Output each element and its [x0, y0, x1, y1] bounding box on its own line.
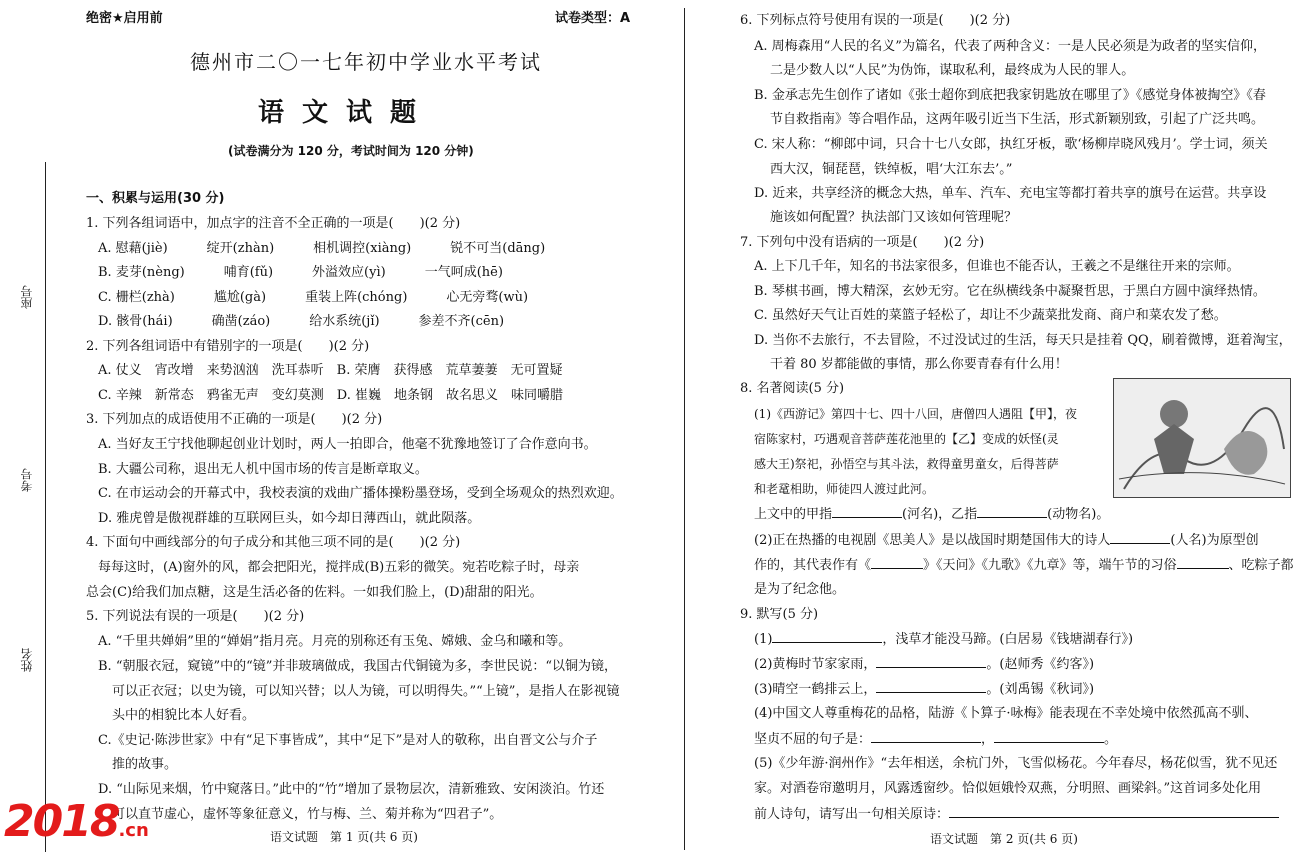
secret-label: 绝密★启用前: [86, 11, 163, 26]
footer-left: 语文试题 第 1 页(共 6 页): [270, 830, 418, 844]
q9-text: (2)黄梅时节家家雨，: [754, 657, 877, 672]
q8-passage-line: 感大王)祭祀，孙悟空与其斗法，救得童男童女，后得菩萨: [754, 457, 1059, 471]
left-text-line: C. 栅栏(zhà) 尴尬(gà) 重装上阵(chóng) 心无旁骛(wù): [98, 290, 529, 305]
left-text-line: D. 雅虎曾是傲视群雄的互联网巨头，如今却日薄西山，就此陨落。: [98, 511, 481, 526]
q8-2-text: (2)正在热播的电视剧《思美人》是以战国时期楚国伟大的诗人: [754, 533, 1111, 548]
footer-right: 语文试题 第 2 页(共 6 页): [930, 832, 1078, 846]
illustration-image: [1113, 378, 1291, 498]
column-divider: [684, 8, 685, 850]
q8-passage-line: 和老鼋相助，师徒四人渡过此河。: [754, 482, 935, 496]
answer-blank[interactable]: [1177, 556, 1229, 569]
q8-text-c: (动物名)。: [1047, 507, 1110, 522]
right-text-line: 西大汉，铜琵琶，铁绰板，唱‘大江东去’。”: [770, 162, 1013, 177]
binding-line: [45, 162, 46, 852]
right-text-line: C. 宋人称：“柳郎中词，只合十七八女郎，执红牙板，歌‘杨柳岸晓风残月’。学士词，须关: [754, 137, 1268, 152]
left-text-line: C. 在市运动会的开幕式中，我校表演的戏曲广播体操粉墨登场，受到全场观众的热烈欢迎。: [98, 486, 623, 501]
q8-2-text: 作的，其代表作有《: [754, 558, 872, 573]
q8-2-line1: [754, 531, 1259, 550]
right-text-line: 施该如何配置？执法部门又该如何管理呢？: [770, 210, 1018, 225]
right-text-line: 节自救指南》等合唱作品，这两年吸引近当下生活，形式新颖别致，引起了广泛共鸣。: [770, 112, 1265, 127]
right-text-line: C. 虽然好天气让百姓的菜篮子轻松了，却让不少蔬菜批发商、商户和菜农发了愁。: [754, 308, 1227, 323]
q9-text: ，: [981, 732, 995, 747]
q8-line: [754, 505, 1109, 524]
left-text-line: B. 大疆公司称，退出无人机中国市场的传言是断章取义。: [98, 462, 428, 477]
answer-blank[interactable]: [871, 730, 981, 743]
q9-4: (4)中国文人尊重梅花的品格，陆游《卜算子·咏梅》能表现在不幸处境中依然孤高不驯、: [754, 706, 1258, 721]
q9-7: 家。对酒卷帘邀明月，风露透窗纱。恰似姮娥怜双燕，分明照、画梁斜。”这首词多处化用: [754, 781, 1262, 796]
q9-text: ，浅草才能没马蹄。(白居易《钱塘湖春行》): [882, 632, 1134, 647]
q9-head: 9. 默写(5 分): [740, 607, 819, 622]
q8-2-text: (人名)为原型创: [1170, 533, 1259, 548]
q9-text: 。(赵师秀《约客》): [986, 657, 1095, 672]
right-text-line: A. 上下几千年，知名的书法家很多，但谁也不能否认，王羲之不是继往开来的宗师。: [754, 259, 1240, 274]
left-text-line: B. 麦芽(nèng) 哺育(fǔ) 外溢效应(yì) 一气呵成(hē): [98, 265, 503, 280]
left-text-line: B. “朝服衣冠，窥镜”中的“镜”并非玻璃做成，我国古代铜镜为多，李世民说：“以铜为镜，: [98, 659, 618, 674]
q9-8: [754, 805, 1279, 824]
left-text-line: 可以正衣冠；以史为镜，可以知兴替；以人为镜，可以明得失。”“上镜”，是指人在影视镜: [112, 684, 620, 699]
right-text-line: A. 周梅森用“人民的名义”为篇名，代表了两种含义：一是人民必须是为政者的坚实信仰，: [754, 39, 1266, 54]
answer-blank[interactable]: [832, 505, 902, 518]
q9-text: (1): [754, 632, 773, 647]
exam-note: (试卷满分为 120 分，考试时间为 120 分钟): [228, 144, 474, 158]
q9-1: [754, 630, 1133, 649]
right-text-line: 8. 名著阅读(5 分): [740, 381, 845, 396]
q8-2-text: 》《天问》《九歌》《九章》等，端午节的习俗: [923, 558, 1177, 573]
q9-6: (5)《少年游·润州作》“去年相送，余杭门外，飞雪似杨花。今年春尽，杨花似雪，犹不见还: [754, 756, 1278, 771]
q8-2-text: 、吃粽子都: [1228, 558, 1294, 573]
q9-text: 。: [1104, 732, 1118, 747]
left-text-line: A. 当好友王宁找他聊起创业计划时，两人一拍即合，他毫不犹豫地签订了合作意向书。: [98, 437, 597, 452]
q8-passage-line: 宿陈家村，巧遇观音菩萨莲花池里的【乙】变成的妖怪(灵: [754, 432, 1059, 446]
q8-2-line2: [754, 556, 1294, 575]
exam-type: 试卷类型：A: [555, 11, 631, 26]
left-text-line: C.《史记·陈涉世家》中有“足下事皆成”，其中“足下”是对人的敬称，出自晋文公与介子: [98, 733, 598, 748]
right-text-line: D. 近来，共享经济的概念大热，单车、汽车、充电宝等都打着共享的旗号在运营。共享设: [754, 186, 1267, 201]
exam-title: 德州市二〇一七年初中学业水平考试: [190, 50, 542, 74]
exam-no-label: 考号: [20, 468, 34, 492]
left-text-line: 每每这时，(A)窗外的风，都会把阳光，搅拌成(B)五彩的微笑。宛若吃粽子时，母亲: [98, 560, 580, 575]
right-text-line: 二是少数人以“人民”为伪饰，谋取私利，最终成为人民的罪人。: [770, 63, 1135, 78]
right-text-line: 7. 下列句中没有语病的一项是( )(2 分): [740, 235, 985, 250]
q8-text-a: 上文中的甲指: [754, 507, 833, 522]
left-text-line: 2. 下列各组词语中有错别字的一项是( )(2 分): [86, 339, 370, 354]
left-text-line: 5. 下列说法有误的一项是( )(2 分): [86, 609, 305, 624]
name-label: 姓名: [20, 648, 34, 672]
subject-title: 语文试题: [258, 98, 435, 128]
left-text-line: 推的故事。: [112, 757, 178, 772]
q9-text: 坚贞不屈的句子是：: [754, 732, 872, 747]
left-text-line: 可以直节虚心，虚怀等象征意义，竹与梅、兰、菊并称为“四君子”。: [112, 807, 503, 822]
left-text-line: 总会(C)给我们加点糖，这是生活必备的佐料。一如我们脸上，(D)甜甜的阳光。: [86, 585, 543, 600]
left-text-line: 1. 下列各组词语中，加点字的注音不全正确的一项是( )(2 分): [86, 216, 461, 231]
right-text-line: 干着 80 岁都能做的事情，那么你要青春有什么用！: [770, 357, 1068, 372]
right-text-line: B. 金承志先生创作了诸如《张士超你到底把我家钥匙放在哪里了》《感觉身体被掏空》《春: [754, 88, 1266, 103]
left-text-line: 3. 下列加点的成语使用不正确的一项是( )(2 分): [86, 412, 383, 427]
logo-domain: .cn: [118, 820, 149, 841]
left-text-line: A. “千里共婵娟”里的“婵娟”指月亮。月亮的别称还有玉兔、嫦娥、金乌和曦和等。: [98, 634, 572, 649]
left-text-line: D. “山际见来烟，竹中窥落日。”此中的“竹”增加了景物层次，清新雅致、安闲淡泊。竹还: [98, 782, 605, 797]
q8-passage-line: (1)《西游记》第四十七、四十八回，唐僧四人遇阻【甲】，夜: [754, 407, 1078, 421]
logo-number: 2018: [4, 796, 119, 847]
answer-blank[interactable]: [949, 805, 1279, 818]
left-text-line: D. 骸骨(hái) 确凿(záo) 给水系统(jǐ) 参差不齐(cēn): [98, 314, 505, 329]
q9-5: [754, 730, 1117, 749]
q9-text: 前人诗句，请写出一句相关原诗：: [754, 807, 950, 822]
right-text-line: B. 琴棋书画，博大精深，玄妙无穷。它在纵横线条中凝聚哲思，于黑白方圆中演绎热情。: [754, 284, 1266, 299]
left-text-line: A. 慰藉(jiè) 绽开(zhàn) 相机调控(xiàng) 锐不可当(dāng): [98, 241, 546, 256]
right-text-line: 6. 下列标点符号使用有误的一项是( )(2 分): [740, 13, 1011, 28]
seat-label: 座号: [20, 285, 34, 309]
q9-text: (3)晴空一鹤排云上，: [754, 682, 877, 697]
answer-blank[interactable]: [876, 680, 986, 693]
left-text-line: 一、积累与运用(30 分): [86, 191, 225, 206]
left-text-line: A. 仗义 宵改增 来势汹汹 洗耳恭听 B. 荣膺 获得感 荒草萋萋 无可置疑: [98, 363, 563, 378]
answer-blank[interactable]: [1110, 531, 1170, 544]
answer-blank[interactable]: [994, 730, 1104, 743]
left-text-line: C. 辛辣 新常态 鸦雀无声 变幻莫测 D. 崔巍 地条钢 故名思义 味同嚼腊: [98, 388, 563, 403]
answer-blank[interactable]: [876, 655, 986, 668]
q8-2-line3: 是为了纪念他。: [754, 582, 846, 597]
q9-3: [754, 680, 1094, 699]
q9-2: [754, 655, 1094, 674]
answer-blank[interactable]: [871, 556, 923, 569]
answer-blank[interactable]: [772, 630, 882, 643]
q9-text: 。(刘禹锡《秋词》): [986, 682, 1095, 697]
q8-text-b: (河名)，乙指: [902, 507, 978, 522]
left-text-line: 头中的相貌比本人好看。: [112, 708, 256, 723]
left-text-line: 4. 下面句中画线部分的句子成分和其他三项不同的是( )(2 分): [86, 535, 461, 550]
answer-blank[interactable]: [977, 505, 1047, 518]
right-text-line: D. 当你不去旅行，不去冒险，不过没试过的生活，每天只是挂着 QQ，刷着微博，逛着淘宝，: [754, 333, 1292, 348]
site-logo: [4, 796, 149, 847]
